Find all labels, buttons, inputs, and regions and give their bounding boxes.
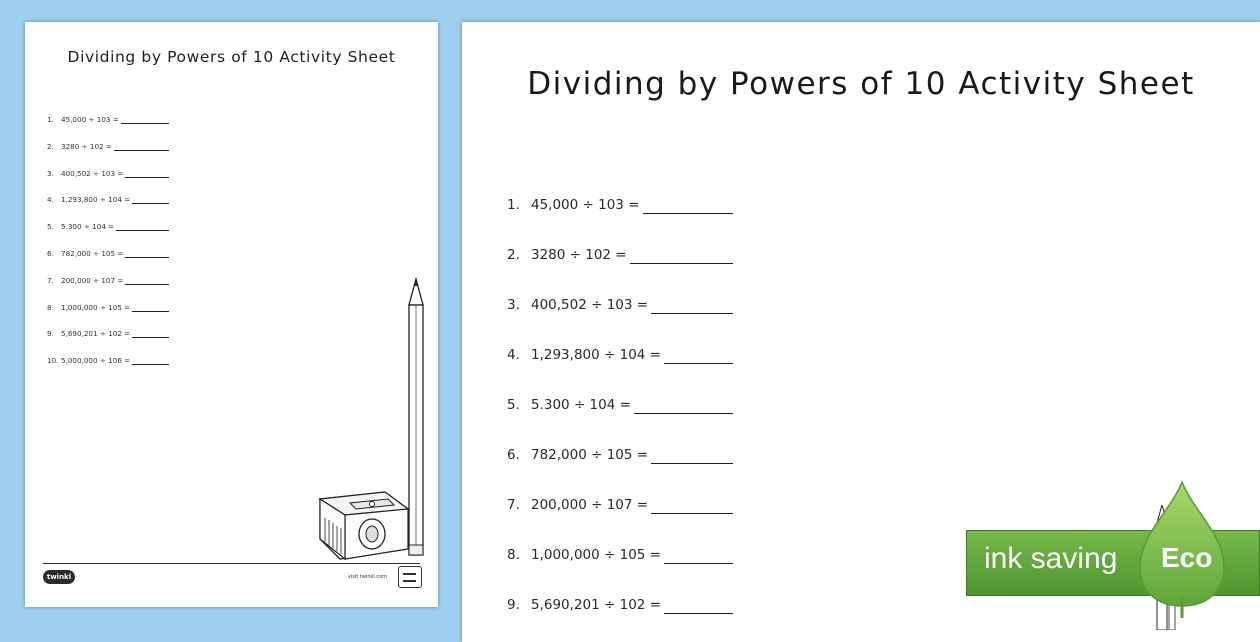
small-question-item	[47, 303, 169, 330]
small-question-list	[47, 115, 169, 383]
answer-blank[interactable]	[664, 547, 733, 564]
large-question-item	[507, 347, 733, 397]
small-question-item	[47, 115, 169, 142]
question-expression: 5,000,000 ÷ 106 =	[61, 356, 131, 366]
question-expression: 45,000 ÷ 103 =	[531, 197, 640, 213]
small-question-item	[47, 195, 169, 222]
footer-url: visit twinkl.com	[348, 574, 388, 580]
question-number: 4.	[47, 195, 54, 205]
small-question-item	[47, 169, 169, 196]
answer-blank[interactable]	[114, 142, 169, 151]
question-number: 9.	[47, 329, 54, 339]
answer-blank[interactable]	[116, 222, 169, 231]
answer-blank[interactable]	[634, 397, 733, 414]
ink-saving-text: ink saving	[984, 542, 1118, 575]
question-expression: 1,293,800 ÷ 104 =	[61, 195, 131, 205]
small-question-item	[47, 222, 169, 249]
question-number: 2.	[507, 247, 520, 263]
question-expression: 200,000 ÷ 107 =	[531, 497, 649, 513]
pencil-sharpener-icon	[290, 277, 430, 567]
question-number: 6.	[47, 248, 54, 258]
large-question-item	[507, 197, 733, 247]
answer-blank[interactable]	[630, 247, 733, 264]
question-expression: 400,502 ÷ 103 =	[61, 168, 124, 178]
answer-blank[interactable]	[132, 195, 169, 204]
answer-blank[interactable]	[121, 115, 169, 124]
question-number: 1.	[507, 197, 520, 213]
question-expression: 5,690,201 ÷ 102 =	[531, 597, 661, 613]
small-question-item	[47, 249, 169, 276]
footer-badge-icon	[398, 566, 422, 588]
question-expression: 200,000 ÷ 107 =	[61, 275, 124, 285]
large-question-item	[507, 397, 733, 447]
question-expression: 1,293,800 ÷ 104 =	[531, 347, 661, 363]
pencil-icon	[409, 279, 423, 555]
large-question-item	[507, 547, 733, 597]
large-question-item	[507, 247, 733, 297]
question-number: 5.	[47, 222, 54, 232]
question-number: 3.	[507, 297, 520, 313]
sharpener-icon	[320, 492, 408, 559]
question-expression: 3280 ÷ 102 =	[61, 141, 112, 151]
question-number: 8.	[507, 547, 520, 563]
answer-blank[interactable]	[132, 303, 169, 312]
small-sheet-title: Dividing by Powers of 10 Activity Sheet	[67, 48, 396, 66]
question-expression: 3280 ÷ 102 =	[531, 247, 627, 263]
answer-blank[interactable]	[125, 249, 169, 258]
answer-blank[interactable]	[651, 297, 733, 314]
question-number: 3.	[47, 168, 54, 178]
small-sheet-preview	[25, 22, 438, 607]
twinkl-logo: twinkl	[43, 570, 75, 584]
question-expression: 5.300 ÷ 104 =	[531, 397, 631, 413]
question-number: 7.	[47, 275, 54, 285]
question-expression: 1,000,000 ÷ 105 =	[531, 547, 661, 563]
question-expression: 782,000 ÷ 105 =	[61, 248, 124, 258]
large-question-list	[507, 197, 733, 642]
answer-blank[interactable]	[664, 347, 733, 364]
small-question-item	[47, 329, 169, 356]
large-question-item	[507, 597, 733, 642]
question-number: 6.	[507, 447, 520, 463]
question-number: 10.	[47, 356, 59, 366]
answer-blank[interactable]	[132, 329, 169, 338]
question-number: 2.	[47, 141, 54, 151]
answer-blank[interactable]	[132, 356, 169, 365]
question-expression: 1,000,000 ÷ 105 =	[61, 302, 131, 312]
question-number: 9.	[507, 597, 520, 613]
question-number: 5.	[507, 397, 520, 413]
question-number: 7.	[507, 497, 520, 513]
large-question-item	[507, 447, 733, 497]
large-sheet-title: Dividing by Powers of 10 Activity Sheet	[527, 66, 1195, 102]
answer-blank[interactable]	[664, 597, 733, 614]
answer-blank[interactable]	[125, 276, 169, 285]
question-number: 8.	[47, 302, 54, 312]
small-question-item	[47, 142, 169, 169]
question-expression: 400,502 ÷ 103 =	[531, 297, 649, 313]
question-expression: 5.300 ÷ 104 =	[61, 222, 115, 232]
question-expression: 782,000 ÷ 105 =	[531, 447, 649, 463]
question-expression: 5,690,201 ÷ 102 =	[61, 329, 131, 339]
footer-rule	[43, 563, 420, 564]
question-number: 4.	[507, 347, 520, 363]
answer-blank[interactable]	[125, 169, 169, 178]
answer-blank[interactable]	[643, 197, 733, 214]
question-number: 1.	[47, 115, 54, 124]
small-question-item	[47, 276, 169, 303]
answer-blank[interactable]	[651, 497, 733, 514]
question-expression: 45,000 ÷ 103 =	[61, 115, 119, 124]
large-question-item	[507, 497, 733, 547]
large-question-item	[507, 297, 733, 347]
eco-label: Eco	[1161, 542, 1213, 573]
answer-blank[interactable]	[651, 447, 733, 464]
small-question-item	[47, 356, 169, 383]
